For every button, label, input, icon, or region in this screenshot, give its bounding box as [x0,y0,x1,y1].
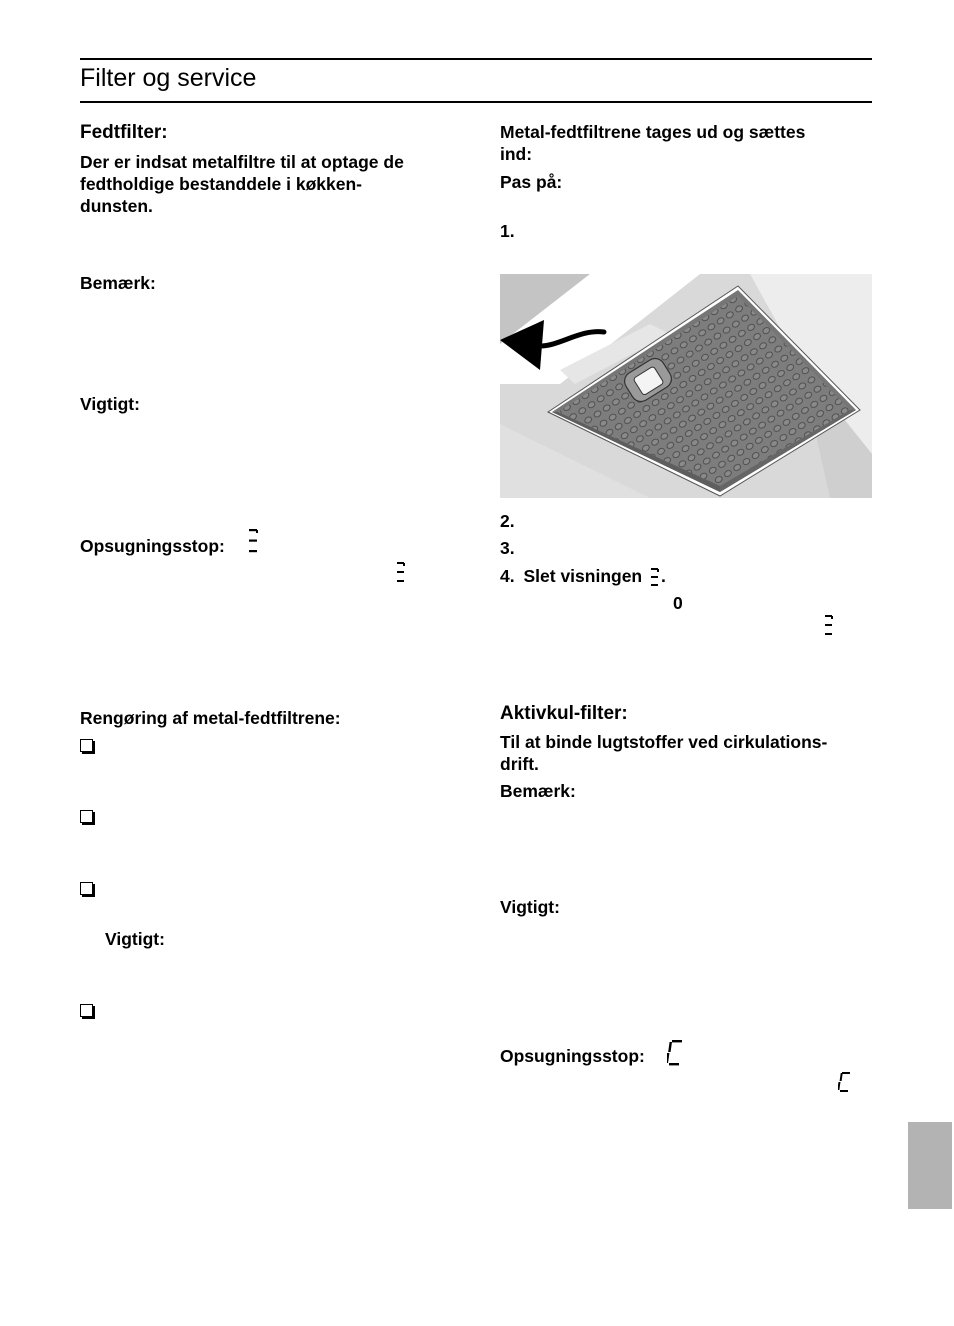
three-bar-segment-icon-right [823,614,835,636]
step-4-number: 4. [500,566,515,586]
aktivkul-opsugningsstop-label: Opsugningsstop: [500,1046,645,1066]
step-4-end: . [661,566,666,586]
fedtfilter-text-line-2: fedtholdige bestanddele i køkken- [80,174,362,194]
checkbox-icon [80,882,93,895]
three-bar-segment-icon [246,528,260,554]
checkbox-icon [80,739,93,752]
step-4 [500,566,666,587]
aktivkul-vigtigt-label: Vigtigt: [500,897,560,917]
fedtfilter-text-line-1: Der er indsat metalfiltre til at optage de [80,152,404,172]
metal-heading-line-1: Metal-fedtfiltrene tages ud og sættes [500,122,806,142]
opsugningsstop-label: Opsugningsstop: [80,536,225,556]
step-3: 3. [500,538,515,558]
page-title: Filter og service [80,64,257,92]
side-chapter-tab [908,1122,952,1209]
three-bar-segment-icon-small [395,561,407,583]
bemaerk-label: Bemærk: [80,273,156,293]
c-segment-icon [667,1039,685,1067]
metal-heading-line-2: ind: [500,144,533,164]
aktivkul-heading: Aktivkul-filter: [500,703,628,724]
rengoering-vigtigt-label: Vigtigt: [105,929,165,949]
pas-paa-label: Pas på: [500,172,563,192]
filter-removal-illustration [500,274,872,498]
step-1: 1. [500,221,515,241]
top-rule [80,58,872,60]
fedtfilter-heading: Fedtfilter: [80,122,168,143]
three-bar-segment-icon-inline [649,567,661,587]
checkbox-icon [80,1004,93,1017]
checkbox-icon [80,810,93,823]
step-2: 2. [500,511,515,531]
zero-value: 0 [673,593,683,613]
fedtfilter-text-line-3: dunsten. [80,196,153,216]
step-4-text: Slet visningen [523,566,643,586]
aktivkul-bemaerk-label: Bemærk: [500,781,576,801]
title-underline [80,101,872,103]
aktivkul-text-line-1: Til at binde lugtstoffer ved cirkulations- [500,732,828,752]
vigtigt-label: Vigtigt: [80,394,140,414]
c-segment-icon-small [838,1071,852,1093]
aktivkul-text-line-2: drift. [500,754,539,774]
rengoering-heading: Rengøring af metal-fedtfiltrene: [80,708,341,728]
